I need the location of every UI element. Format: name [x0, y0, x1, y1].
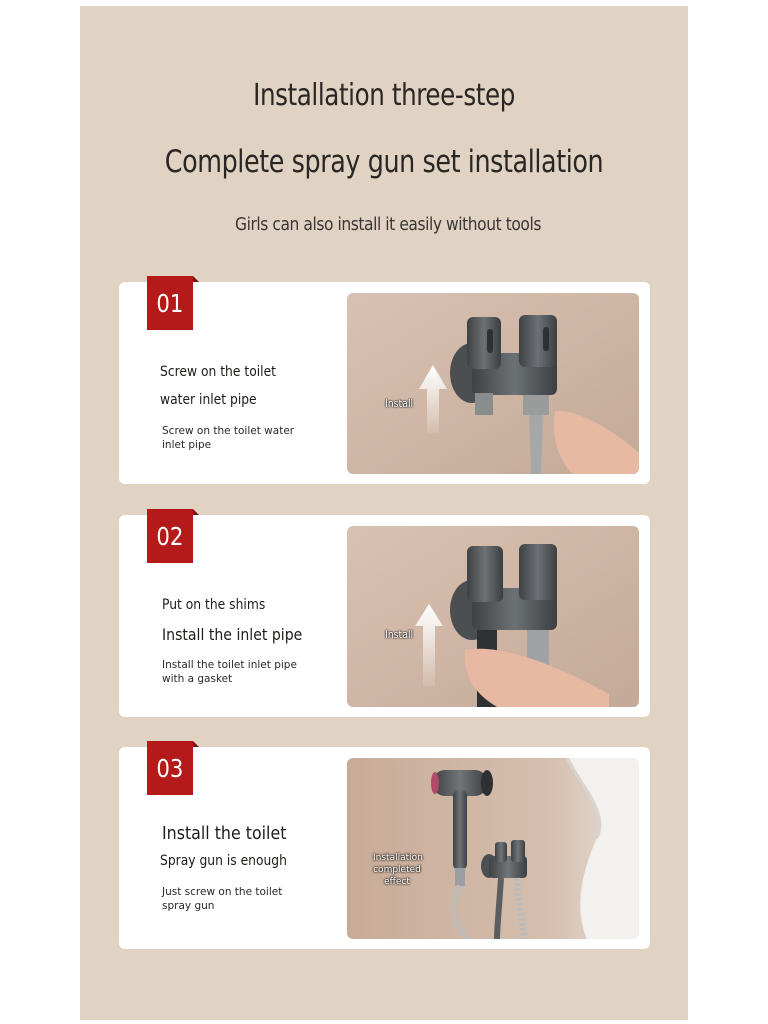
photo-label: Installation completed effect	[373, 853, 423, 887]
photo-label: Install	[385, 397, 414, 410]
photo-label: Install	[385, 628, 414, 641]
step-description: Install the toilet inlet pipe with a gasket	[162, 659, 297, 685]
spray-gun-icon	[347, 758, 639, 939]
page-title: Installation three-step	[253, 78, 515, 113]
step-card-2	[119, 515, 650, 717]
page-heading: Complete spray gun set installation	[164, 144, 604, 180]
step-title-line1: Screw on the toilet	[160, 364, 276, 380]
step-title-line1: Install the toilet	[162, 823, 287, 844]
step-photo	[347, 526, 639, 707]
step-number-badge: 02	[147, 509, 193, 563]
step-number-badge: 03	[147, 741, 193, 795]
step-card-3	[119, 747, 650, 949]
step-title-line2: Install the inlet pipe	[162, 625, 303, 644]
step-title-line2: water inlet pipe	[160, 392, 257, 408]
step-title-line1: Put on the shims	[162, 597, 266, 613]
installation-poster	[80, 6, 688, 1020]
step-card-1	[119, 282, 650, 484]
page-subtitle: Girls can also install it easily without tools	[235, 214, 541, 235]
step-number-badge: 01	[147, 276, 193, 330]
angle-valve-icon	[347, 293, 639, 474]
angle-valve-icon	[347, 526, 639, 707]
step-description: Screw on the toilet water inlet pipe	[162, 425, 295, 451]
step-title-line2: Spray gun is enough	[160, 853, 287, 869]
step-photo	[347, 293, 639, 474]
step-photo	[347, 758, 639, 939]
step-description: Just screw on the toilet spray gun	[162, 886, 283, 912]
